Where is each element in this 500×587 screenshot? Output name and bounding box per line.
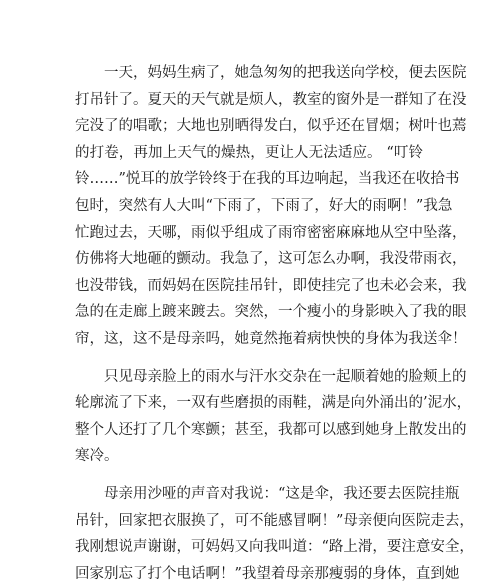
text-line: 母亲用沙哑的声音对我说：“这是伞，我还要去医院挂瓶 — [104, 485, 460, 502]
text-line: 回家别忘了打个电话啊！”我望着母亲那瘦弱的身体，直到她 — [75, 565, 460, 582]
text-line: 也没带钱，而妈妈在医院挂吊针，即使挂完了也未必会来，我 — [75, 277, 467, 294]
text-line: 打吊针了。夏天的天气就是烦人，教室的窗外是一群知了在没 — [75, 91, 467, 108]
text-line: 铃……”悦耳的放学铃终于在我的耳边响起，当我还在收拾书 — [75, 171, 460, 188]
text-line: 急的在走廊上踱来踱去。突然，一个瘦小的身影映入了我的眼 — [75, 304, 467, 321]
paragraph-gap — [75, 353, 423, 364]
text-line: 的打卷，再加上天气的燥热，更让人无法适应。 “叮铃 — [75, 144, 423, 161]
text-line: 我刚想说声谢谢，可妈妈又向我叫道：“路上滑，要注意安全， — [75, 539, 474, 556]
text-line: 吊针，回家把衣服换了，可不能感冒啊！”母亲便向医院走去， — [75, 512, 474, 529]
paragraph-gap — [75, 470, 423, 481]
text-line: 仿佛将大地砸的颤动。我急了，这可怎么办啊，我没带雨衣， — [75, 251, 467, 268]
text-line: 整个人还打了几个寒颤；甚至，我都可以感到她身上散发出的 — [75, 421, 467, 438]
text-line: 完没了的唱歌；大地也别晒得发白，似乎还在冒烟；树叶也蔫 — [75, 118, 467, 135]
text-line: 只见母亲脸上的雨水与汗水交杂在一起顺着她的脸颊上的 — [104, 368, 467, 385]
document-page — [75, 60, 474, 587]
paragraph-2 — [75, 364, 472, 470]
text-line: 寒冷。 — [75, 448, 119, 465]
text-line: 包时，突然有人大叫“下雨了，下雨了，好大的雨啊！”我急 — [75, 197, 453, 214]
paragraph-1 — [75, 60, 467, 353]
paragraph-3 — [75, 481, 474, 587]
text-line: 轮廓流了下来，一双有些磨损的雨鞋，满是向外涌出的’泥水， — [75, 395, 472, 412]
text-line: 帘，这，这不是母亲吗，她竟然拖着病怏怏的身体为我送伞！ — [75, 330, 467, 347]
text-line: 忙跑过去，天哪，雨似乎组成了雨帘密密麻麻地从空中坠落， — [75, 224, 467, 241]
text-line: 一天，妈妈生病了，她急匆匆的把我送向学校，便去医院 — [104, 65, 467, 81]
